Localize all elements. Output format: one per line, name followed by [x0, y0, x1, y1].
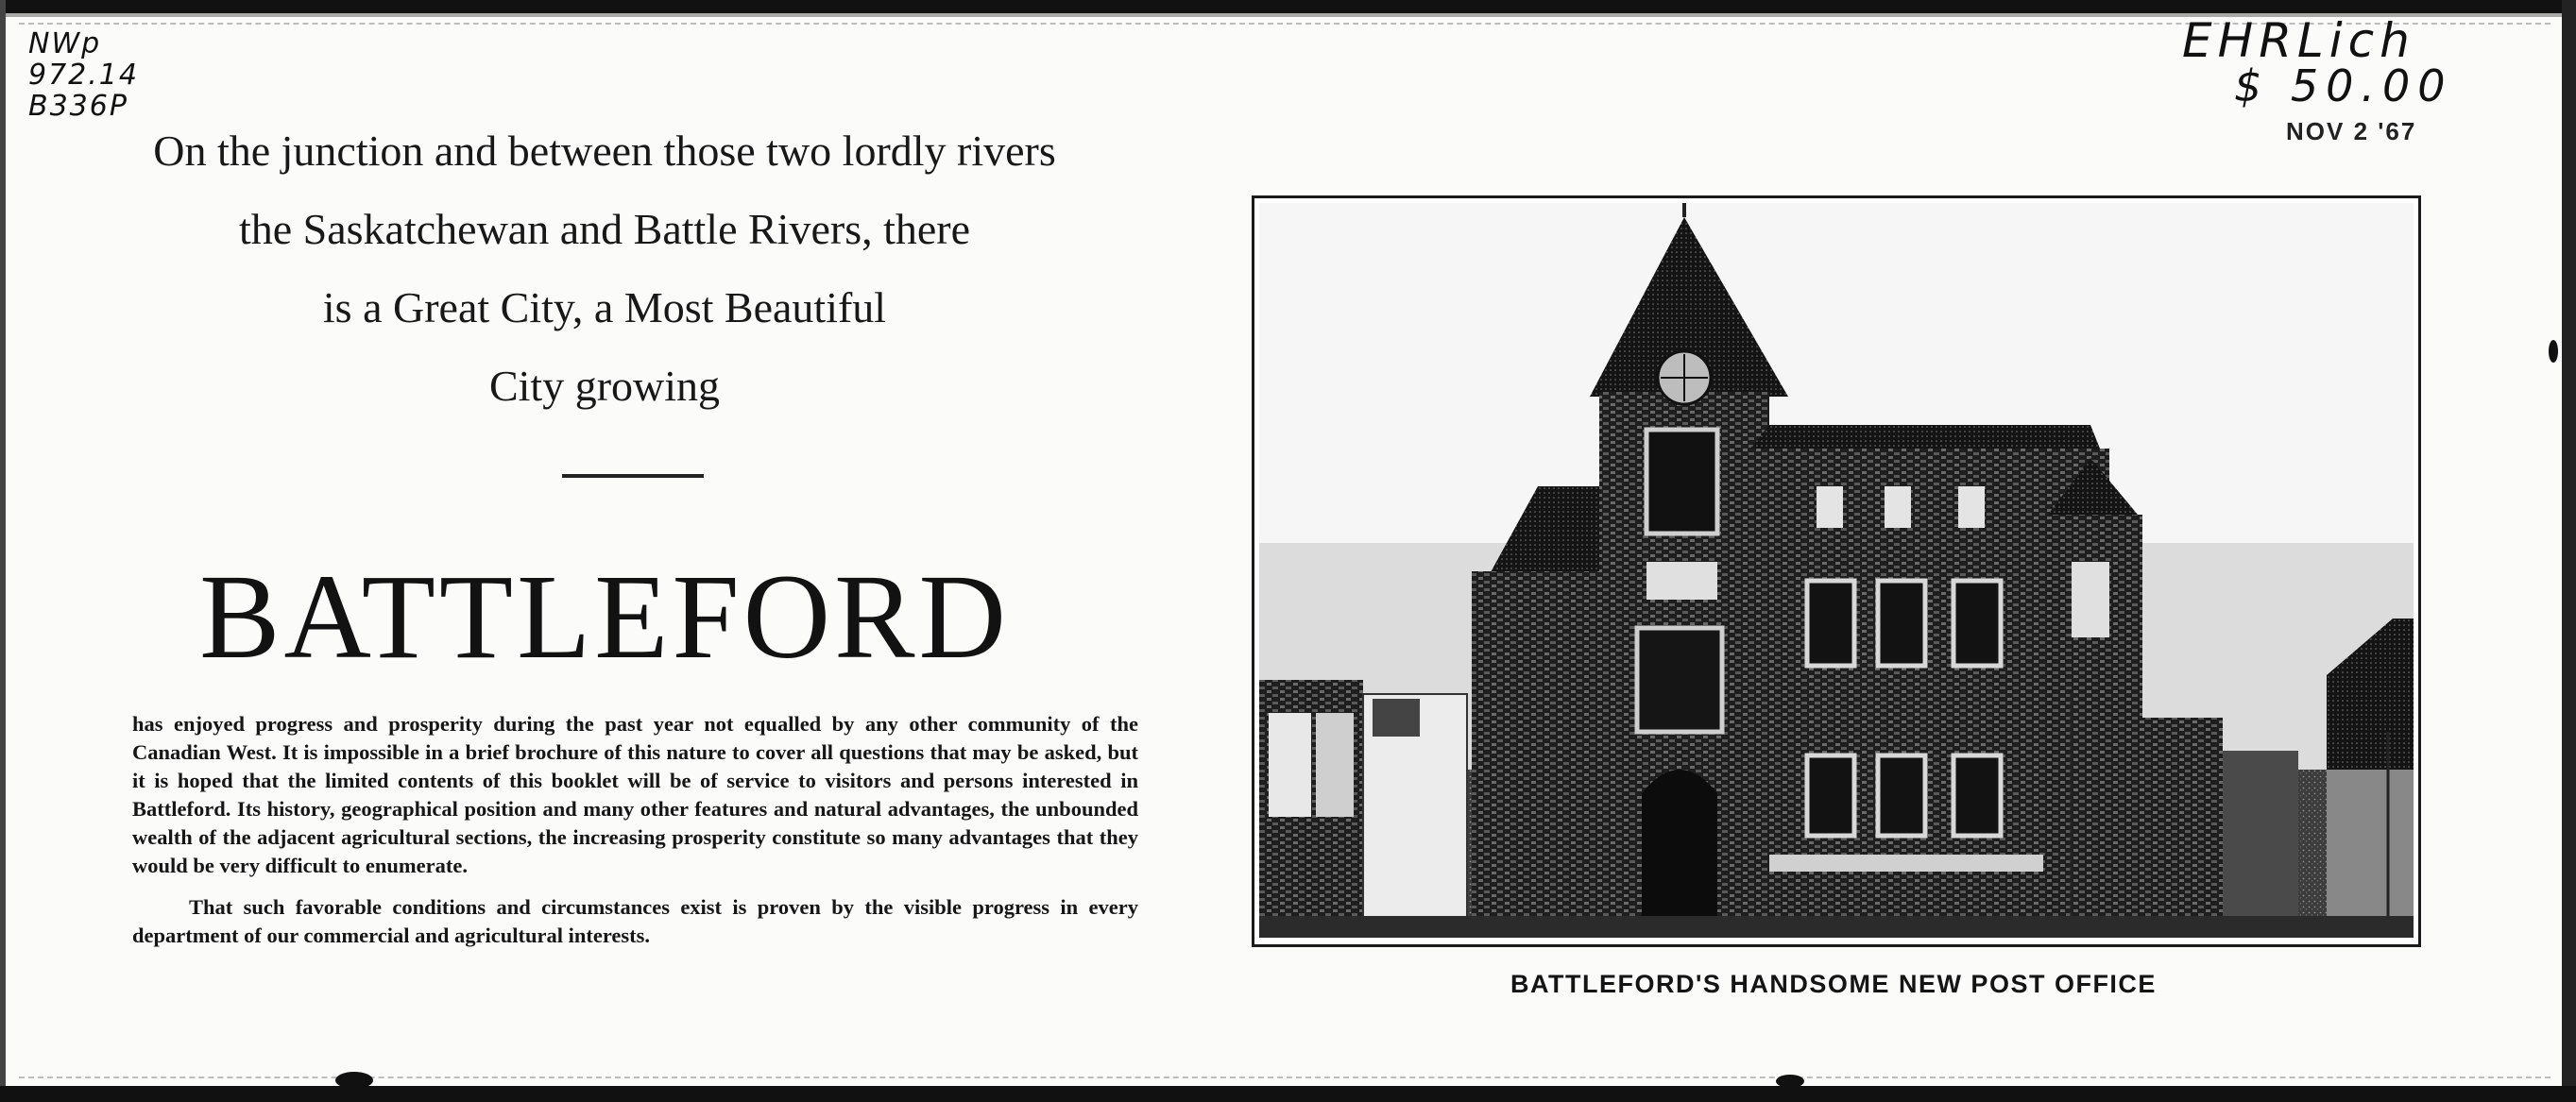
body-paragraph: has enjoyed progress and prosperity during the past year not equalled by any other community of the Canadian West. It is impossible in a brief brochure of this nature to cover all questions that may be asked, but it is hoped that the limited contents of this booklet will be of service to visitors and persons interested in Battleford. Its history, geographical position and many other features and natural advantages, the unbounded wealth of the adjacent agricultural sections, the increasing prosperity constitute so many advantages that they would be very difficult to enumerate.	[132, 712, 1138, 877]
scan-speck	[2549, 340, 2558, 363]
handwritten-dealer-name: EHRLich	[2182, 13, 2415, 68]
handwritten-call-number	[28, 28, 139, 122]
call-number-line: B336P	[28, 90, 128, 123]
scan-edge-right	[2562, 0, 2576, 1102]
call-number-line: NWp	[28, 27, 102, 60]
scan-speck	[1776, 1075, 1804, 1088]
divider-rule	[562, 474, 704, 478]
page-title: BATTLEFORD	[199, 550, 1010, 684]
scan-edge-top	[0, 0, 2576, 13]
intro-line: On the junction and between those two lordly rivers	[153, 127, 1056, 175]
photo-caption: BATTLEFORD'S HANDSOME NEW POST OFFICE	[1510, 970, 2157, 998]
building-illustration	[1259, 203, 2414, 938]
handwritten-price: $ 50.00	[2234, 60, 2453, 111]
post-office-building-photo	[1259, 203, 2414, 938]
body-paragraph: That such favorable conditions and circumstances exist is proven by the visible progress in every department of our commercial and agricultural interests.	[132, 895, 1138, 947]
intro-line: City growing	[488, 362, 721, 410]
intro-line: the Saskatchewan and Battle Rivers, there	[238, 205, 971, 253]
intro-verse	[94, 111, 1115, 425]
scan-edge-bottom	[0, 1086, 2576, 1102]
scan-speck	[335, 1072, 373, 1089]
scan-artifact-line	[19, 1077, 2550, 1078]
scan-edge-left	[0, 0, 6, 1102]
intro-line: is a Great City, a Most Beautiful	[322, 283, 887, 331]
body-text	[132, 710, 1138, 963]
scan-artifact-line	[19, 23, 2550, 25]
call-number-line: 972.14	[28, 59, 139, 92]
date-stamp: NOV 2 '67	[2286, 117, 2417, 145]
